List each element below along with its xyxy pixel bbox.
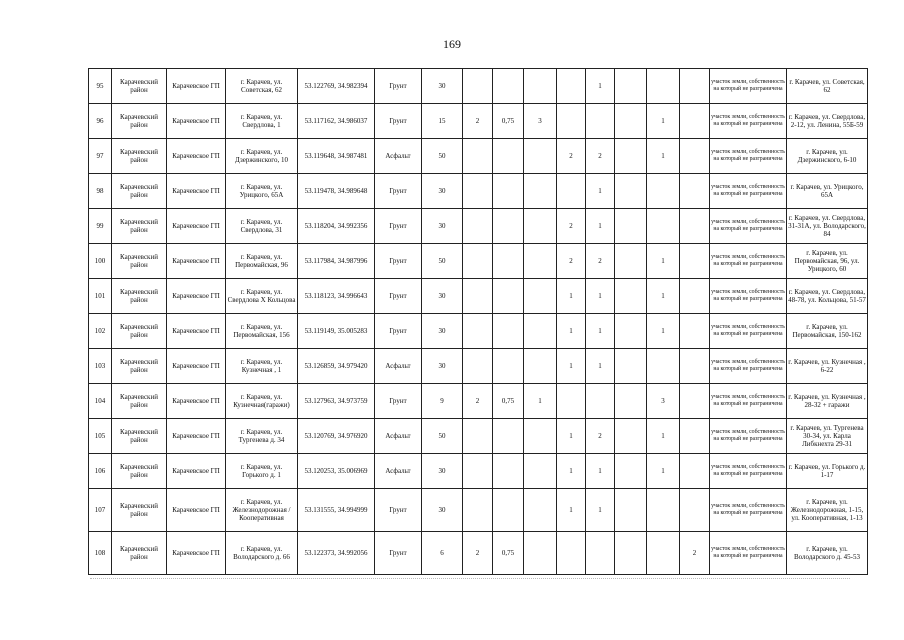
surface-cell: Асфальт [375, 419, 422, 454]
coordinates-cell: 53.131555, 34.994999 [298, 489, 375, 532]
count-cell-f [680, 419, 710, 454]
served-addresses-cell: г. Карачев, ул. Володарского д. 45-53 [787, 532, 868, 575]
page-number: 169 [443, 37, 461, 51]
served-addresses-cell: г. Карачев, ул. Свердлова, 48-78, ул. Кольцова, 51-57 [787, 279, 868, 314]
count-cell-c: 1 [586, 279, 615, 314]
table-row [89, 69, 868, 104]
count-cell-e: 1 [647, 244, 680, 279]
count-cell-b: 2 [557, 139, 586, 174]
count-cell-e [647, 532, 680, 575]
coordinates-cell: 53.117162, 34.986037 [298, 104, 375, 139]
containers-count-cell [463, 419, 493, 454]
count-cell-b: 1 [557, 419, 586, 454]
count-cell-f [680, 69, 710, 104]
surface-cell: Грунт [375, 314, 422, 349]
address-cell: г. Карачев, ул. Первомайская, 96 [226, 244, 298, 279]
coordinates-cell: 53.119648, 34.987481 [298, 139, 375, 174]
row-number: 95 [89, 69, 112, 104]
count-cell-d [615, 454, 647, 489]
row-number: 102 [89, 314, 112, 349]
table-row [89, 454, 868, 489]
count-cell-c: 1 [586, 349, 615, 384]
surface-cell: Грунт [375, 104, 422, 139]
containers-volume-cell: 0,75 [493, 104, 524, 139]
settlement-cell: Карачевское ГП [167, 279, 226, 314]
settlement-cell: Карачевское ГП [167, 454, 226, 489]
table-row [89, 139, 868, 174]
area-cell: 30 [422, 279, 463, 314]
coordinates-cell: 53.127963, 34.973759 [298, 384, 375, 419]
table-row [89, 174, 868, 209]
address-cell: г. Карачев, ул. Железнодорожная / Кооперативная [226, 489, 298, 532]
settlement-cell: Карачевское ГП [167, 419, 226, 454]
settlement-cell: Карачевское ГП [167, 384, 226, 419]
address-cell: г. Карачев, ул. Кузнечная(гаражи) [226, 384, 298, 419]
surface-cell: Грунт [375, 384, 422, 419]
row-number: 108 [89, 532, 112, 575]
count-cell-a [524, 314, 557, 349]
table-row [89, 104, 868, 139]
containers-volume-cell [493, 244, 524, 279]
count-cell-a [524, 419, 557, 454]
settlement-cell: Карачевское ГП [167, 244, 226, 279]
count-cell-d [615, 174, 647, 209]
count-cell-e: 1 [647, 419, 680, 454]
count-cell-a [524, 532, 557, 575]
count-cell-b: 1 [557, 489, 586, 532]
count-cell-a [524, 209, 557, 244]
served-addresses-cell: г. Карачев, ул. Первомайская, 96, ул. Урицкого, 60 [787, 244, 868, 279]
area-cell: 30 [422, 69, 463, 104]
count-cell-a [524, 489, 557, 532]
containers-volume-cell [493, 69, 524, 104]
surface-cell: Грунт [375, 209, 422, 244]
count-cell-b: 1 [557, 454, 586, 489]
served-addresses-cell: г. Карачев, ул. Советская, 62 [787, 69, 868, 104]
count-cell-f: 2 [680, 532, 710, 575]
coordinates-cell: 53.122373, 34.992056 [298, 532, 375, 575]
count-cell-a [524, 69, 557, 104]
count-cell-f [680, 174, 710, 209]
count-cell-e [647, 489, 680, 532]
count-cell-d [615, 244, 647, 279]
count-cell-f [680, 314, 710, 349]
containers-volume-cell [493, 139, 524, 174]
count-cell-b: 1 [557, 349, 586, 384]
containers-volume-cell [493, 174, 524, 209]
page-bottom-dots [90, 578, 850, 579]
count-cell-a: 1 [524, 384, 557, 419]
count-cell-d [615, 139, 647, 174]
count-cell-c: 2 [586, 419, 615, 454]
coordinates-cell: 53.118123, 34.996643 [298, 279, 375, 314]
containers-count-cell [463, 314, 493, 349]
count-cell-a [524, 139, 557, 174]
table-row [89, 419, 868, 454]
area-cell: 30 [422, 489, 463, 532]
containers-count-cell [463, 174, 493, 209]
served-addresses-cell: г. Карачев, ул. Железнодорожная, 1-15, ул. Кооперативная, 1-13 [787, 489, 868, 532]
count-cell-c: 1 [586, 209, 615, 244]
area-cell: 9 [422, 384, 463, 419]
row-number: 101 [89, 279, 112, 314]
count-cell-f [680, 349, 710, 384]
served-addresses-cell: г. Карачев, ул. Кузнечная , 28-32 + гаражи [787, 384, 868, 419]
served-addresses-cell: г. Карачев, ул. Свердлова, 2-12, ул. Ленина, 55Б-59 [787, 104, 868, 139]
land-ownership-cell: участок земли, собственность на который не разграничена [710, 454, 787, 489]
address-cell: г. Карачев, ул. Урицкого, 65А [226, 174, 298, 209]
district-cell: Карачевский район [112, 489, 167, 532]
area-cell: 50 [422, 244, 463, 279]
settlement-cell: Карачевское ГП [167, 532, 226, 575]
address-cell: г. Карачев, ул. Свердлова Х Кольцова [226, 279, 298, 314]
district-cell: Карачевский район [112, 279, 167, 314]
containers-count-cell: 2 [463, 532, 493, 575]
containers-volume-cell [493, 349, 524, 384]
address-cell: г. Карачев, ул. Володарского д. 66 [226, 532, 298, 575]
surface-cell: Асфальт [375, 139, 422, 174]
count-cell-e: 1 [647, 104, 680, 139]
settlement-cell: Карачевское ГП [167, 489, 226, 532]
containers-volume-cell [493, 489, 524, 532]
count-cell-a [524, 349, 557, 384]
coordinates-cell: 53.120253, 35.006969 [298, 454, 375, 489]
coordinates-cell: 53.120769, 34.976920 [298, 419, 375, 454]
count-cell-c: 1 [586, 454, 615, 489]
count-cell-f [680, 489, 710, 532]
containers-volume-cell: 0,75 [493, 532, 524, 575]
count-cell-c: 1 [586, 314, 615, 349]
count-cell-e [647, 349, 680, 384]
count-cell-f [680, 139, 710, 174]
land-ownership-cell: участок земли, собственность на который не разграничена [710, 314, 787, 349]
district-cell: Карачевский район [112, 104, 167, 139]
count-cell-e: 1 [647, 454, 680, 489]
row-number: 98 [89, 174, 112, 209]
containers-volume-cell: 0,75 [493, 384, 524, 419]
coordinates-cell: 53.119478, 34.989648 [298, 174, 375, 209]
count-cell-a [524, 244, 557, 279]
count-cell-b: 1 [557, 314, 586, 349]
containers-count-cell [463, 454, 493, 489]
settlement-cell: Карачевское ГП [167, 174, 226, 209]
containers-volume-cell [493, 419, 524, 454]
count-cell-b: 2 [557, 209, 586, 244]
count-cell-b [557, 174, 586, 209]
containers-count-cell [463, 244, 493, 279]
area-cell: 30 [422, 209, 463, 244]
count-cell-d [615, 69, 647, 104]
count-cell-e: 3 [647, 384, 680, 419]
count-cell-a [524, 174, 557, 209]
containers-count-cell [463, 349, 493, 384]
area-cell: 30 [422, 174, 463, 209]
served-addresses-cell: г. Карачев, ул. Дзержинского, 6-10 [787, 139, 868, 174]
table-row [89, 532, 868, 575]
row-number: 99 [89, 209, 112, 244]
district-cell: Карачевский район [112, 349, 167, 384]
row-number: 96 [89, 104, 112, 139]
containers-count-cell [463, 279, 493, 314]
count-cell-d [615, 104, 647, 139]
count-cell-f [680, 454, 710, 489]
count-cell-c [586, 104, 615, 139]
coordinates-cell: 53.117984, 34.987996 [298, 244, 375, 279]
settlement-cell: Карачевское ГП [167, 209, 226, 244]
count-cell-f [680, 279, 710, 314]
count-cell-b [557, 532, 586, 575]
served-addresses-cell: г. Карачев, ул. Свердлова, 31-31А, ул. Володарского, 84 [787, 209, 868, 244]
land-ownership-cell: участок земли, собственность на который не разграничена [710, 244, 787, 279]
land-ownership-cell: участок земли, собственность на который не разграничена [710, 104, 787, 139]
table-row [89, 349, 868, 384]
district-cell: Карачевский район [112, 532, 167, 575]
settlement-cell: Карачевское ГП [167, 104, 226, 139]
table-row [89, 279, 868, 314]
surface-cell: Грунт [375, 69, 422, 104]
count-cell-c: 1 [586, 174, 615, 209]
coordinates-cell: 53.126859, 34.979420 [298, 349, 375, 384]
count-cell-d [615, 279, 647, 314]
served-addresses-cell: г. Карачев, ул. Первомайская, 150-162 [787, 314, 868, 349]
waste-sites-table [88, 68, 868, 575]
land-ownership-cell: участок земли, собственность на который не разграничена [710, 349, 787, 384]
served-addresses-cell: г. Карачев, ул. Тургенева 30-34, ул. Карла Либкнехта 29-31 [787, 419, 868, 454]
containers-volume-cell [493, 279, 524, 314]
table-row [89, 209, 868, 244]
surface-cell: Асфальт [375, 454, 422, 489]
district-cell: Карачевский район [112, 139, 167, 174]
count-cell-a: 3 [524, 104, 557, 139]
area-cell: 15 [422, 104, 463, 139]
settlement-cell: Карачевское ГП [167, 69, 226, 104]
address-cell: г. Карачев, ул. Кузнечная , 1 [226, 349, 298, 384]
count-cell-b: 2 [557, 244, 586, 279]
land-ownership-cell: участок земли, собственность на который не разграничена [710, 69, 787, 104]
area-cell: 30 [422, 454, 463, 489]
surface-cell: Грунт [375, 279, 422, 314]
area-cell: 6 [422, 532, 463, 575]
area-cell: 30 [422, 314, 463, 349]
address-cell: г. Карачев, ул. Советская, 62 [226, 69, 298, 104]
containers-count-cell: 2 [463, 384, 493, 419]
area-cell: 50 [422, 139, 463, 174]
count-cell-e: 1 [647, 314, 680, 349]
containers-count-cell [463, 209, 493, 244]
count-cell-b [557, 69, 586, 104]
address-cell: г. Карачев, ул. Первомайская, 156 [226, 314, 298, 349]
count-cell-d [615, 209, 647, 244]
count-cell-b [557, 104, 586, 139]
address-cell: г. Карачев, ул. Дзержинского, 10 [226, 139, 298, 174]
row-number: 100 [89, 244, 112, 279]
table-row [89, 384, 868, 419]
containers-volume-cell [493, 454, 524, 489]
settlement-cell: Карачевское ГП [167, 139, 226, 174]
district-cell: Карачевский район [112, 454, 167, 489]
containers-volume-cell [493, 209, 524, 244]
surface-cell: Грунт [375, 532, 422, 575]
settlement-cell: Карачевское ГП [167, 314, 226, 349]
served-addresses-cell: г. Карачев, ул. Горького д. 1-17 [787, 454, 868, 489]
count-cell-d [615, 419, 647, 454]
row-number: 104 [89, 384, 112, 419]
count-cell-f [680, 104, 710, 139]
land-ownership-cell: участок земли, собственность на который не разграничена [710, 139, 787, 174]
containers-count-cell [463, 489, 493, 532]
area-cell: 30 [422, 349, 463, 384]
address-cell: г. Карачев, ул. Свердлова, 1 [226, 104, 298, 139]
row-number: 103 [89, 349, 112, 384]
count-cell-e [647, 209, 680, 244]
land-ownership-cell: участок земли, собственность на который не разграничена [710, 384, 787, 419]
coordinates-cell: 53.119149, 35.005283 [298, 314, 375, 349]
count-cell-e: 1 [647, 139, 680, 174]
table-row [89, 314, 868, 349]
surface-cell: Асфальт [375, 349, 422, 384]
row-number: 106 [89, 454, 112, 489]
area-cell: 50 [422, 419, 463, 454]
row-number: 97 [89, 139, 112, 174]
coordinates-cell: 53.122769, 34.982394 [298, 69, 375, 104]
coordinates-cell: 53.118204, 34.992356 [298, 209, 375, 244]
district-cell: Карачевский район [112, 244, 167, 279]
surface-cell: Грунт [375, 244, 422, 279]
table-row [89, 244, 868, 279]
containers-volume-cell [493, 314, 524, 349]
count-cell-c [586, 384, 615, 419]
land-ownership-cell: участок земли, собственность на который не разграничена [710, 489, 787, 532]
row-number: 107 [89, 489, 112, 532]
count-cell-f [680, 244, 710, 279]
row-number: 105 [89, 419, 112, 454]
count-cell-a [524, 279, 557, 314]
land-ownership-cell: участок земли, собственность на который не разграничена [710, 419, 787, 454]
surface-cell: Грунт [375, 489, 422, 532]
count-cell-d [615, 384, 647, 419]
count-cell-c: 1 [586, 69, 615, 104]
count-cell-c [586, 532, 615, 575]
table-row [89, 489, 868, 532]
surface-cell: Грунт [375, 174, 422, 209]
address-cell: г. Карачев, ул. Горького д. 1 [226, 454, 298, 489]
land-ownership-cell: участок земли, собственность на который не разграничена [710, 174, 787, 209]
count-cell-f [680, 384, 710, 419]
count-cell-c: 1 [586, 489, 615, 532]
land-ownership-cell: участок земли, собственность на который не разграничена [710, 532, 787, 575]
count-cell-a [524, 454, 557, 489]
district-cell: Карачевский район [112, 314, 167, 349]
district-cell: Карачевский район [112, 419, 167, 454]
count-cell-e: 1 [647, 279, 680, 314]
count-cell-b [557, 384, 586, 419]
containers-count-cell: 2 [463, 104, 493, 139]
district-cell: Карачевский район [112, 384, 167, 419]
count-cell-e [647, 69, 680, 104]
count-cell-d [615, 532, 647, 575]
count-cell-c: 2 [586, 244, 615, 279]
count-cell-c: 2 [586, 139, 615, 174]
settlement-cell: Карачевское ГП [167, 349, 226, 384]
served-addresses-cell: г. Карачев, ул. Кузнечная , 6-22 [787, 349, 868, 384]
district-cell: Карачевский район [112, 174, 167, 209]
district-cell: Карачевский район [112, 209, 167, 244]
count-cell-b: 1 [557, 279, 586, 314]
address-cell: г. Карачев, ул. Свердлова, 31 [226, 209, 298, 244]
land-ownership-cell: участок земли, собственность на который не разграничена [710, 209, 787, 244]
count-cell-f [680, 209, 710, 244]
count-cell-d [615, 489, 647, 532]
count-cell-d [615, 349, 647, 384]
address-cell: г. Карачев, ул. Тургенева д. 34 [226, 419, 298, 454]
district-cell: Карачевский район [112, 69, 167, 104]
count-cell-e [647, 174, 680, 209]
containers-count-cell [463, 139, 493, 174]
count-cell-d [615, 314, 647, 349]
land-ownership-cell: участок земли, собственность на который не разграничена [710, 279, 787, 314]
containers-count-cell [463, 69, 493, 104]
served-addresses-cell: г. Карачев, ул. Урицкого, 65А [787, 174, 868, 209]
